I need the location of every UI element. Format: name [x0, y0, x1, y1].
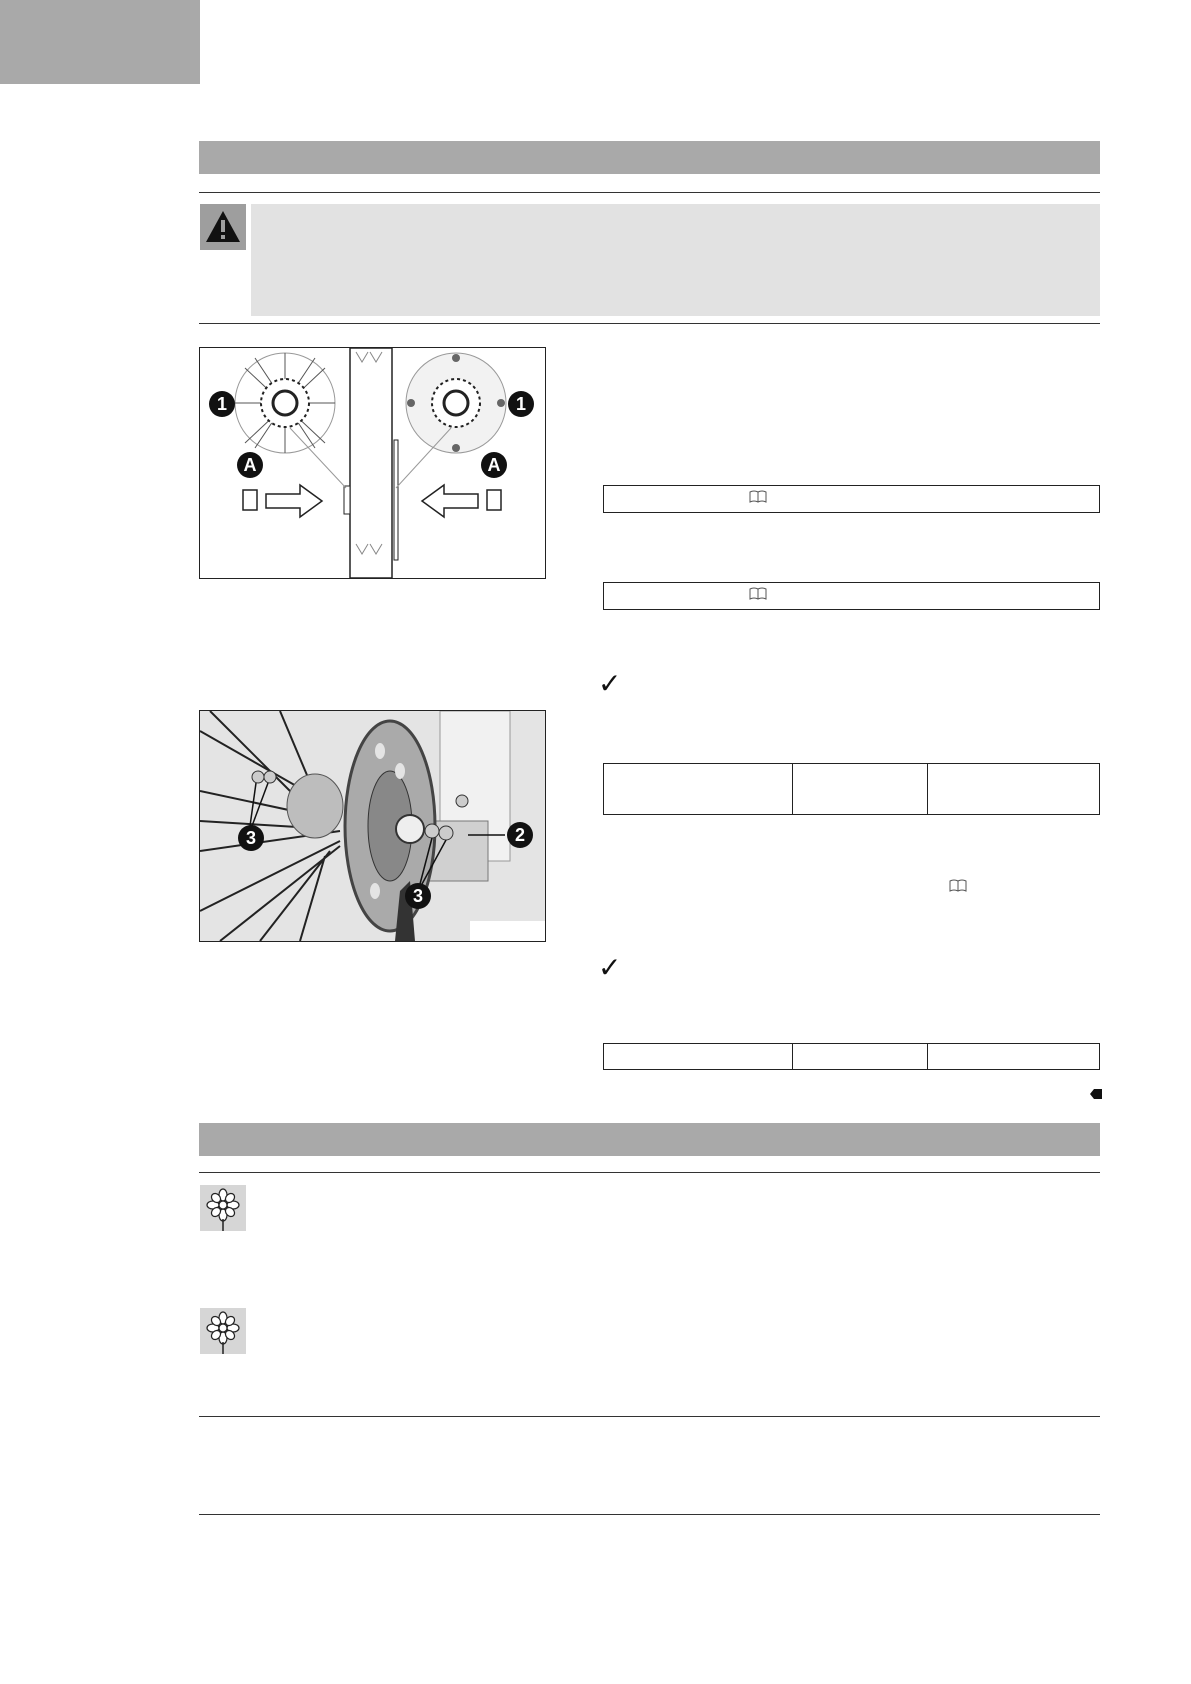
- chapter-tab: [0, 0, 200, 84]
- warning-triangle-icon: [200, 204, 246, 250]
- warning-box: [251, 204, 1100, 316]
- divider: [199, 1172, 1100, 1173]
- callout-3-right: 3: [405, 883, 431, 909]
- callout-3-left: 3: [238, 825, 264, 851]
- table-cell: [793, 1044, 928, 1070]
- reference-field-2: [603, 582, 1100, 610]
- table-cell: [793, 764, 928, 815]
- divider: [199, 192, 1100, 193]
- checkmark-icon: ✓: [598, 951, 622, 984]
- divider: [199, 1416, 1100, 1417]
- table-row: [604, 1044, 1100, 1070]
- table-cell: [928, 764, 1100, 815]
- divider: [199, 1514, 1100, 1515]
- figure-wheel-photo: [199, 710, 546, 942]
- spec-table-1: [603, 763, 1100, 815]
- table-row: [604, 764, 1100, 815]
- callout-1-right: 1: [508, 391, 534, 417]
- manual-book-icon: [749, 490, 767, 504]
- spec-table-2: [603, 1043, 1100, 1070]
- figure-hub-diagram: [199, 347, 546, 579]
- callout-a-left: A: [237, 452, 263, 478]
- table-cell: [928, 1044, 1100, 1070]
- callout-2: 2: [507, 822, 533, 848]
- manual-book-icon: [749, 587, 767, 601]
- checkmark-icon: ✓: [598, 667, 622, 700]
- flower-environment-icon: [200, 1185, 246, 1231]
- table-cell: [604, 1044, 793, 1070]
- section-header-2: [199, 1123, 1100, 1156]
- end-of-section-icon: [1090, 1088, 1102, 1100]
- reference-field-1: [603, 485, 1100, 513]
- section-header-1: [199, 141, 1100, 174]
- callout-a-right: A: [481, 452, 507, 478]
- flower-environment-icon: [200, 1308, 246, 1354]
- divider: [199, 323, 1100, 324]
- manual-book-icon: [949, 879, 967, 893]
- callout-1-left: 1: [209, 391, 235, 417]
- table-cell: [604, 764, 793, 815]
